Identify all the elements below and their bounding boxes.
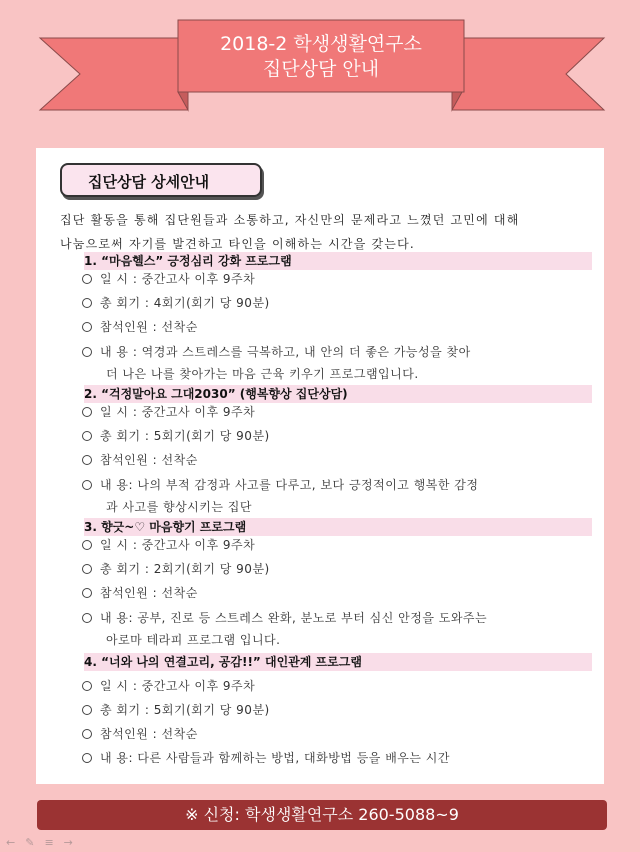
circle-bullet-icon [82, 322, 92, 332]
item-text: 참석인원 : 선착순 [100, 586, 198, 600]
document-panel [36, 148, 604, 784]
doc-title-box: 집단상담 상세안내 [60, 163, 262, 197]
list-item [82, 607, 602, 629]
list-item-continuation [82, 496, 602, 518]
menu-icon[interactable]: ≡ [44, 836, 54, 849]
section-heading-1: 1. “마음헬스” 긍정심리 강화 프로그램 [84, 252, 592, 270]
list-item [82, 534, 602, 556]
next-arrow-icon[interactable]: → [63, 836, 73, 849]
intro-line-2: 나눔으로써 자기를 발견하고 타인을 이해하는 시간을 갖는다. [60, 237, 415, 251]
circle-bullet-icon [82, 540, 92, 550]
circle-bullet-icon [82, 347, 92, 357]
pen-icon[interactable]: ✎ [25, 836, 35, 849]
title-ribbon [0, 0, 640, 130]
section-heading-4: 4. “너와 나의 연결고리, 공감!!” 대인관계 프로그램 [84, 653, 592, 671]
item-text: 참석인원 : 선착순 [100, 727, 198, 741]
list-item [82, 425, 602, 447]
item-text: 참석인원 : 선착순 [100, 453, 198, 467]
banner-title-line2: 집단상담 안내 [262, 58, 380, 80]
item-text: 더 나은 나를 찾아가는 마음 근육 키우기 프로그램입니다. [106, 367, 419, 381]
circle-bullet-icon [82, 681, 92, 691]
list-item [82, 558, 602, 580]
item-text: 일 시 : 중간고사 이후 9주차 [100, 272, 256, 286]
prev-arrow-icon[interactable]: ← [6, 836, 16, 849]
list-item [82, 316, 602, 338]
list-item [82, 699, 602, 721]
intro-line-1: 집단 활동을 통해 집단원들과 소통하고, 자신만의 문제라고 느꼈던 고민에 대해 [60, 213, 520, 227]
circle-bullet-icon [82, 455, 92, 465]
circle-bullet-icon [82, 431, 92, 441]
circle-bullet-icon [82, 705, 92, 715]
item-text: 일 시 : 중간고사 이후 9주차 [100, 538, 256, 552]
item-text: 일 시 : 중간고사 이후 9주차 [100, 405, 256, 419]
list-item [82, 474, 602, 496]
item-text: 내 용: 공부, 진로 등 스트레스 완화, 분노로 부터 심신 안정을 도와주는 [100, 611, 488, 625]
list-item [82, 341, 602, 363]
circle-bullet-icon [82, 407, 92, 417]
item-text: 총 회기 : 2회기(회기 당 90분) [100, 562, 270, 576]
list-item [82, 582, 602, 604]
item-text: 내 용 : 역경과 스트레스를 극복하고, 내 안의 더 좋은 가능성을 찾아 [100, 345, 471, 359]
circle-bullet-icon [82, 613, 92, 623]
item-text: 총 회기 : 5회기(회기 당 90분) [100, 429, 270, 443]
item-text: 과 사고를 향상시키는 집단 [106, 500, 252, 514]
list-item-continuation [82, 629, 602, 651]
list-item [82, 401, 602, 423]
circle-bullet-icon [82, 480, 92, 490]
circle-bullet-icon [82, 753, 92, 763]
list-item [82, 292, 602, 314]
list-item [82, 747, 602, 769]
list-item [82, 449, 602, 471]
slide-nav-controls[interactable] [6, 836, 73, 850]
circle-bullet-icon [82, 564, 92, 574]
circle-bullet-icon [82, 274, 92, 284]
item-text: 일 시 : 중간고사 이후 9주차 [100, 679, 256, 693]
list-item-continuation [82, 363, 602, 385]
section-heading-2: 2. “걱정말아요 그대2030” (행복향상 집단상담) [84, 385, 592, 403]
item-text: 참석인원 : 선착순 [100, 320, 198, 334]
circle-bullet-icon [82, 588, 92, 598]
list-item [82, 675, 602, 697]
circle-bullet-icon [82, 729, 92, 739]
list-item [82, 268, 602, 290]
item-text: 내 용: 다른 사람들과 함께하는 방법, 대화방법 등을 배우는 시간 [100, 751, 450, 765]
list-item [82, 723, 602, 745]
item-text: 내 용: 나의 부적 감정과 사고를 다루고, 보다 긍정적이고 행복한 감정 [100, 478, 479, 492]
item-text: 총 회기 : 4회기(회기 당 90분) [100, 296, 270, 310]
item-text: 총 회기 : 5회기(회기 당 90분) [100, 703, 270, 717]
item-text: 아로마 테라피 프로그램 입니다. [106, 633, 281, 647]
banner-title-line1: 2018-2 학생생활연구소 [220, 33, 422, 55]
section-heading-3: 3. 향긋~♡ 마음향기 프로그램 [84, 518, 592, 536]
intro-paragraph [60, 208, 600, 256]
apply-info-bar: ※ 신청: 학생생활연구소 260-5088~9 [37, 800, 607, 830]
circle-bullet-icon [82, 298, 92, 308]
